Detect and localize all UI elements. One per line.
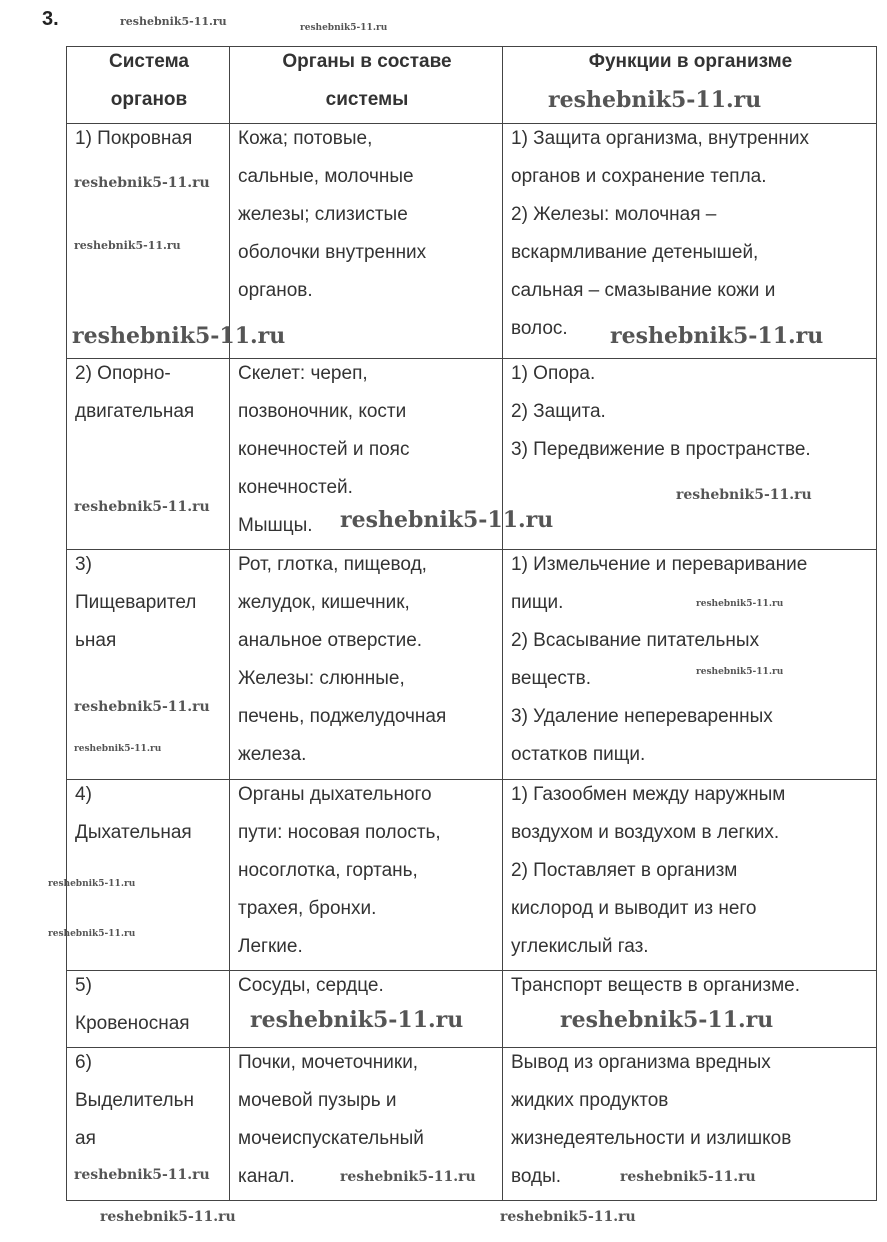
cell-line: Кожа; потовые,	[238, 128, 373, 149]
header-line: системы	[325, 89, 409, 110]
cell-functions	[503, 780, 877, 971]
watermark: reshebnik5-11.ru	[696, 667, 784, 677]
cell-line: органов и сохранение тепла.	[511, 166, 767, 187]
watermark: reshebnik5-11.ru	[74, 175, 210, 191]
cell-line: оболочки внутренних	[238, 242, 427, 263]
cell-line: Органы дыхательного	[238, 784, 432, 805]
cell-organs	[230, 550, 503, 780]
cell-line: Рот, глотка, пищевод,	[238, 554, 427, 575]
table-row	[67, 124, 877, 359]
cell-line: Транспорт веществ в организме.	[511, 975, 800, 996]
cell-system	[67, 971, 230, 1048]
watermark: reshebnik5-11.ru	[548, 87, 762, 113]
task-number: 3.	[42, 8, 59, 30]
cell-line: 2) Железы: молочная –	[511, 204, 717, 225]
cell-line: 2) Поставляет в организм	[511, 860, 738, 881]
cell-line: пути: носовая полость,	[238, 822, 441, 843]
cell-line: 1) Измельчение и переваривание	[511, 554, 808, 575]
cell-line: Легкие.	[238, 936, 303, 957]
watermark: reshebnik5-11.ru	[48, 929, 136, 939]
cell-line: конечностей.	[238, 477, 353, 498]
cell-line: печень, поджелудочная	[238, 706, 447, 727]
table-row	[67, 359, 877, 550]
cell-line: кислород и выводит из него	[511, 898, 757, 919]
cell-line: 3) Передвижение в пространстве.	[511, 439, 811, 460]
header-line: органов	[110, 89, 188, 110]
cell-line: Выделительн	[75, 1090, 194, 1111]
table-row	[67, 780, 877, 971]
cell-line: 2) Всасывание питательных	[511, 630, 760, 651]
cell-functions	[503, 359, 877, 550]
watermark: reshebnik5-11.ru	[74, 1167, 210, 1183]
watermark: reshebnik5-11.ru	[620, 1169, 756, 1185]
cell-line: 1) Газообмен между наружным	[511, 784, 786, 805]
cell-functions	[503, 124, 877, 359]
watermark: reshebnik5-11.ru	[250, 1007, 464, 1033]
header-line: Органы в составе	[282, 51, 452, 72]
organ-systems-table	[66, 46, 877, 1201]
watermark: reshebnik5-11.ru	[74, 239, 181, 252]
watermark: reshebnik5-11.ru	[676, 487, 812, 503]
cell-line: желудок, кишечник,	[238, 592, 410, 613]
cell-line: вскармливание детенышей,	[511, 242, 759, 263]
cell-line: 1) Защита организма, внутренних	[511, 128, 810, 149]
watermark: reshebnik5-11.ru	[74, 699, 210, 715]
cell-system	[67, 124, 230, 359]
watermark: reshebnik5-11.ru	[74, 499, 210, 515]
watermark: reshebnik5-11.ru	[300, 23, 388, 33]
cell-line: трахея, бронхи.	[238, 898, 377, 919]
watermark: reshebnik5-11.ru	[74, 744, 162, 754]
cell-organs	[230, 124, 503, 359]
table-row	[67, 971, 877, 1048]
cell-line: мочеиспускательный	[238, 1128, 424, 1149]
cell-line: 5)	[75, 975, 92, 996]
cell-line: Вывод из организма вредных	[511, 1052, 771, 1073]
cell-functions	[503, 550, 877, 780]
watermark: reshebnik5-11.ru	[560, 1007, 774, 1033]
cell-system	[67, 1048, 230, 1201]
cell-line: углекислый газ.	[511, 936, 649, 957]
cell-line: Пищеварител	[75, 592, 197, 613]
cell-system	[67, 550, 230, 780]
cell-line: органов.	[238, 280, 313, 301]
cell-line: железы; слизистые	[238, 204, 408, 225]
cell-line: Мышцы.	[238, 515, 313, 536]
header-system	[67, 47, 230, 124]
cell-line: Почки, мочеточники,	[238, 1052, 419, 1073]
table-header-row	[67, 47, 877, 124]
cell-line: сальная – смазывание кожи и	[511, 280, 776, 301]
cell-functions	[503, 1048, 877, 1201]
cell-line: носоглотка, гортань,	[238, 860, 418, 881]
cell-line: 3) Удаление непереваренных	[511, 706, 773, 727]
cell-line: 1) Покровная	[75, 128, 193, 149]
table-row	[67, 1048, 877, 1201]
cell-line: Дыхательная	[75, 822, 192, 843]
cell-line: остатков пищи.	[511, 744, 646, 765]
cell-line: железа.	[238, 744, 307, 765]
cell-line: 6)	[75, 1052, 92, 1073]
watermark: reshebnik5-11.ru	[72, 323, 286, 349]
cell-line: Скелет: череп,	[238, 363, 368, 384]
cell-line: позвоночник, кости	[238, 401, 407, 422]
cell-line: конечностей и пояс	[238, 439, 410, 460]
watermark: reshebnik5-11.ru	[340, 1169, 476, 1185]
cell-line: мочевой пузырь и	[238, 1090, 397, 1111]
cell-line: веществ.	[511, 668, 592, 689]
cell-line: жизнедеятельности и излишков	[511, 1128, 792, 1149]
cell-line: Сосуды, сердце.	[238, 975, 384, 996]
cell-line: Железы: слюнные,	[238, 668, 405, 689]
cell-organs	[230, 971, 503, 1048]
header-organs	[230, 47, 503, 124]
header-line: Система	[109, 51, 189, 72]
header-line: Функции в организме	[588, 51, 793, 72]
cell-line: воды.	[511, 1166, 562, 1187]
cell-line: 2) Защита.	[511, 401, 606, 422]
cell-line: ая	[75, 1128, 96, 1149]
cell-organs	[230, 780, 503, 971]
cell-functions	[503, 971, 877, 1048]
cell-line: 4)	[75, 784, 92, 805]
table-row	[67, 550, 877, 780]
watermark: reshebnik5-11.ru	[696, 599, 784, 609]
cell-line: волос.	[511, 318, 568, 339]
header-functions	[503, 47, 877, 124]
cell-line: 2) Опорно-	[75, 363, 171, 384]
cell-line: пищи.	[511, 592, 564, 613]
watermark: reshebnik5-11.ru	[610, 323, 824, 349]
cell-organs	[230, 1048, 503, 1201]
cell-line: сальные, молочные	[238, 166, 414, 187]
cell-line: двигательная	[75, 401, 195, 422]
cell-line: 3)	[75, 554, 92, 575]
cell-line: воздухом и воздухом в легких.	[511, 822, 780, 843]
cell-line: ьная	[75, 630, 117, 651]
cell-line: канал.	[238, 1166, 295, 1187]
cell-organs	[230, 359, 503, 550]
watermark: reshebnik5-11.ru	[120, 15, 227, 28]
cell-line: жидких продуктов	[511, 1090, 669, 1111]
watermark: reshebnik5-11.ru	[48, 879, 136, 889]
cell-line: Кровеносная	[75, 1013, 190, 1034]
cell-system	[67, 780, 230, 971]
watermark: reshebnik5-11.ru	[100, 1209, 236, 1225]
cell-line: анальное отверстие.	[238, 630, 423, 651]
watermark: reshebnik5-11.ru	[500, 1209, 636, 1225]
cell-system	[67, 359, 230, 550]
cell-line: 1) Опора.	[511, 363, 596, 384]
watermark: reshebnik5-11.ru	[340, 507, 554, 533]
